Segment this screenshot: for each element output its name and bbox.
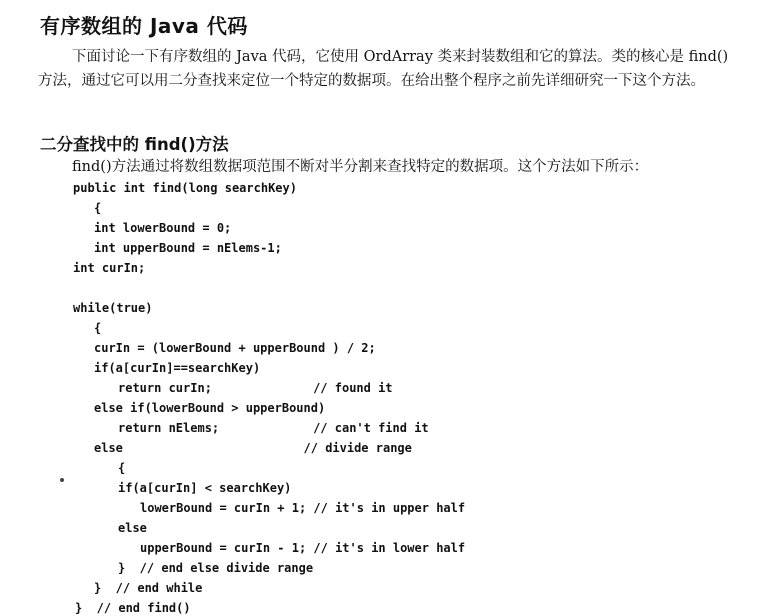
code-line: } // end else divide range [118,561,314,575]
method-intro-text: find()方法通过将数组数据项范围不断对半分割来查找特定的数据项。这个方法如下所示： [72,159,649,175]
code-line: return curIn; // found it [118,381,393,395]
code-line: lowerBound = curIn + 1; // it's in upper half [140,501,466,515]
code-line: { [118,461,126,475]
code-line: else [118,521,147,535]
code-line: public int find(long searchKey) [73,181,297,195]
code-line: curIn = (lowerBound + upperBound ) / 2; [94,341,376,355]
code-line: while(true) [73,301,153,315]
code-line: int upperBound = nElems-1; [94,241,282,255]
scan-speck [60,478,64,482]
code-line: else // divide range [94,441,412,455]
code-line: } // end while [94,581,203,595]
code-line: int lowerBound = 0; [94,221,232,235]
code-line: { [94,321,102,335]
code-line: } // end find() [75,601,191,615]
code-line: if(a[curIn] < searchKey) [118,481,292,495]
code-line: if(a[curIn]==searchKey) [94,361,261,375]
code-line: return nElems; // can't find it [118,421,429,435]
code-line: upperBound = curIn - 1; // it's in lower half [140,541,466,555]
subsection-heading: 二分查找中的 find()方法 [40,135,229,154]
intro-paragraph: 下面讨论一下有序数组的 Java 代码，它使用 OrdArray 类来封装数组和它的算法。类的核心是 find()方法，通过它可以用二分查找来定位一个特定的数据项。在给出整个程序之前先详细研究一下这个方法。 [38,49,729,89]
code-line: int curIn; [73,261,146,275]
code-line: { [94,201,102,215]
code-line: else if(lowerBound > upperBound) [94,401,326,415]
section-heading: 有序数组的 Java 代码 [40,14,248,38]
